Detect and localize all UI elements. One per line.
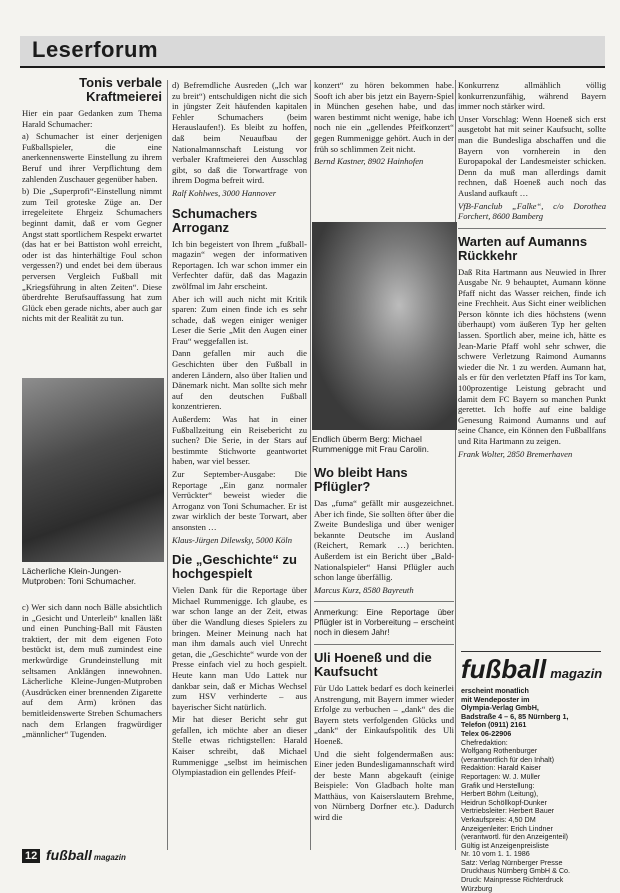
article-heading: Tonis verbale Kraftmeierei [79, 75, 162, 104]
impressum-line: Anzeigenleiter: Erich Lindner [461, 823, 553, 833]
letter-signature: Ralf Kohlwes, 3000 Hannover [172, 187, 277, 198]
letter-signature: Klaus-Jürgen Dilewsky, 5000 Köln [172, 534, 292, 545]
impressum-line: Satz: Verlag Nürnberger Presse [461, 857, 563, 867]
article-paragraph: Aber ich will auch nicht mit Kritik sparen: Zum einen finde ich es sehr schade, daß wegen einiger weniger Leser die Serie „Mit den Augen einer Frau“ weggefallen ist. [172, 293, 307, 346]
article-heading: Warten auf Aumanns Rückkehr [458, 233, 588, 263]
impressum-line: Chefredaktion: [461, 737, 508, 747]
impressum-line: Telex 06-22906 [461, 728, 512, 738]
footer-brand-text: fußball [46, 847, 92, 863]
photo-michael-rummenigge [312, 222, 457, 430]
article-paragraph: Für Udo Lattek bedarf es doch keinerlei Anstrengung, mit Bayern immer wieder Erfolge zu verbuchen – „dank“ des die Bayern stets verfolgenden Glücks und „dank“ der Einkaufspolitik des Uli Hoeneß. [314, 682, 454, 746]
page-footer [22, 847, 126, 865]
column-2 [172, 80, 307, 780]
article-paragraph: Unser Vorschlag: Wenn Hoeneß sich erst ausgetobt hat mit seiner Kaufsucht, sollte man die Bundesliga abschaffen und die Bayern von vornherein in den Europapokal der Landesmeister schicken. Denn da muß man allerdings damit rechnen, daß Hoeneß auch noch das Ausland aufkauft … [458, 113, 606, 198]
photo-caption: Endlich überm Berg: Michael Rummenigge mit Frau Carolin. [312, 434, 430, 455]
article-paragraph: Mir hat dieser Bericht sehr gut gefallen, ich möchte aber an dieser Stelle etwas richtigstellen: Harald Kaiser schreibt, daß Michael Rummenigge „selbst im heimischen Olympiastadion ein gellendes Pfeif- [172, 714, 307, 778]
column-4 [458, 80, 606, 461]
impressum-line: Heidrun Schöllkopf-Dunker [461, 797, 547, 807]
column-3 [314, 80, 454, 169]
article-paragraph: Hier ein paar Gedanken zum Thema Harald Schumacher: [22, 108, 162, 129]
article-paragraph: Vielen Dank für die Reportage über Michael Rummenigge. Ich glaube, es war schon lange an der Zeit, etwas über die Wandlung dieses Spielers zu bringen. Meiner Meinung nach hat man ihm damals auch viel Unrecht getan, die „Geschichte“ wurde von der Presse einfach viel zu hoch gespielt. Heute kann man Udo Lattek nur dankbar sein, daß er Michas Wechsel zum HSV verhinderte – aus bayerischer Sicht natürlich. [172, 585, 307, 712]
section-title: Leserforum [32, 37, 159, 62]
impressum-line: erscheint monatlich [461, 686, 529, 695]
impressum-line: Vertriebsleiter: Herbert Bauer [461, 806, 555, 816]
article-heading: Uli Hoeneß und die Kaufsucht [314, 649, 432, 679]
article-heading: Schumachers Arroganz [172, 205, 258, 235]
impressum-box [461, 651, 601, 893]
impressum-line: Redaktion: Harald Kaiser [461, 763, 541, 773]
column-1 [22, 76, 162, 326]
impressum-line: Grafik und Herstellung: [461, 780, 535, 790]
impressum-line: Badstraße 4 – 6, 85 Nürnberg 1, [461, 711, 569, 721]
impressum-line: Verkaufspreis: 4,50 DM [461, 814, 536, 824]
letter-signature: VfB-Fanclub „Falke“, c/o Dorothea Forchert, 8600 Bamberg [458, 200, 606, 222]
impressum-line: Reportagen: W. J. Müller [461, 771, 541, 781]
article-heading: Wo bleibt Hans Pflügler? [314, 465, 408, 494]
footer-brand-subtext: magazin [93, 853, 126, 862]
page-number: 12 [22, 849, 40, 863]
article-heading: Die „Geschichte“ zu hochgespielt [172, 552, 297, 582]
column-divider [167, 80, 168, 850]
article-paragraph: Das „fuma“ gefällt mir ausgezeichnet. Aber ich finde, Sie sollten öfter über die Zweite Bundesliga und über weniger bekannte Deutsche im Ausland (Reichert, Remark …) berichten. Außerdem ist ein Bericht über „Bald-Nationalspieler“ Hansi Pflügler auch schon lange überfällig. [314, 498, 454, 583]
column-3-continued [314, 466, 454, 825]
article-paragraph: konzert“ zu hören bekommen habe. Sooft ich aber bis jetzt ein Bayern-Spiel in München gesehen habe, und das waren bestimmt nicht wenige, habe ich noch nie ein „gellendes Pfeifkonzert“ gegen Rummenigge gehört. Auch in der früh so schlimmen Zeit nicht. [314, 80, 454, 154]
impressum-line: Wolfgang Rothenburger [461, 746, 538, 756]
article-paragraph: c) Wer sich dann noch Bälle absichtlich in „Gesicht und Unterleib“ knallen läßt und einen Punching-Ball mit Fäusten traktiert, der mit dem eigenen Foto bestückt ist, dem muß zumindest eine merkwürdige Grundeinstellung mit seltsamen Anklängen innewohnen. Lächerliche Kleine-Jungen-Mutproben (Ausdrücken einer brennenden Zigarette auf dem Arm) krönen das bemitleidenswerte Streben Schumachers nach dem Erlangen fragwürdiger „männlicher“ Tugenden. [22, 602, 162, 740]
impressum-line: Nr. 10 vom 1. 1. 1986 [461, 849, 530, 859]
article-paragraph: Zur September-Ausgabe: Die Reportage „Ein ganz normaler Verrückter“ beweist wieder die Arroganz von Toni Schumacher. Er ist zwar wirklich der beste Torwart, aber ansonsten … [172, 469, 307, 532]
logo-subtext: magazin [550, 666, 603, 681]
letter-signature: Marcus Kurz, 8580 Bayreuth [314, 584, 414, 595]
photo-caption: Lächerliche Klein-Jungen-Mutproben: Toni Schumacher. [22, 566, 137, 587]
impressum-line: mit Wendeposter im [461, 694, 530, 704]
article-paragraph: Daß Rita Hartmann aus Neuwied in Ihrer Ausgabe Nr. 9 behauptet, Aumann könne Pfaff nicht das Wasser reichen, finde ich eine Frechheit. Aus Sicht einer weiblichen Person könnte ich dies höchstens (wenn überhaupt) vom äußeren Typ her gelten lassen. Sportlich aber, meine ich, hätte es Jean-Marie Pfaff wohl sehr schwer, die schwere Verletzung Raimond Aumanns wieder die Nr. 1 zu werden. Aumann hat, als er für den verletzten Pfaff ins Tor kam, 100prozentige Leistung gebracht und damit dem FC Bayern so manchen Punkt gerettet. Ich hoffe auf eine baldige Genesung Raimond Aumanns und auf seine Chance, ein Können den Fußballfans und Rita Hartmann zu zeigen. [458, 266, 606, 447]
impressum-line: Herbert Böhm (Leitung), [461, 789, 539, 799]
impressum-line: Würzburg [461, 883, 493, 893]
article-paragraph: a) Schumacher ist einer derjenigen Fußballspieler, die eine anerkennenswerte Einstellung zu ihrem Beruf und ihrer Verpflichtung dem zahlenden Zuschauer gegenüber haben. [22, 131, 162, 184]
article-paragraph: b) Die „Superprofi“-Einstellung nimmt zum Teil groteske Züge an. Der irregeleitete Ehrgeiz Schumachers beginnt damit, daß er vom Gegner Angst statt sportlichem Respekt erwartet (das hat er bei Battiston wohl erreicht, oder ist das hinterhältige Foul schon vergessen?) und endet bei dem überaus perversen Vergleich Fußball mit „Kriegsführung in alten Zeiten“. Diese überdrehte Berufsauffassung hat zum Glück eben gerade nichts, aber auch gar nichts mit der Realität zu tun. [22, 186, 162, 324]
article-paragraph: Dann gefallen mir auch die Geschichten über den Fußball in anderen Ländern, also über Italien und Dänemark nicht. Man sollte sich mehr auf den deutschen Fußball konzentrieren. [172, 348, 307, 412]
article-paragraph: Konkurrenz allmählich völlig konkurrenzunfähig, während Bayern immer noch stärker wird. [458, 80, 606, 112]
impressum-line: Gültig ist Anzeigenpreisliste [461, 840, 549, 850]
impressum-line: (verantwortl. für den Anzeigenteil) [461, 832, 569, 842]
impressum-lines [461, 687, 601, 893]
article-paragraph: Außerdem: Was hat in einer Fußballzeitung ein Reisebericht zu suchen? Die Serie, in der Stars auf bestimmte Stichworte geantwortet haben, war viel besser. [172, 414, 307, 467]
column-divider [310, 80, 311, 850]
divider [314, 601, 454, 602]
divider [314, 644, 454, 645]
impressum-line: Telefon (0911) 2161 [461, 720, 527, 730]
divider [458, 228, 606, 229]
logo-text: fußball [461, 654, 547, 684]
letter-signature: Frank Wolter, 2850 Bremerhaven [458, 448, 573, 459]
column-divider [455, 80, 456, 850]
footer-brand [46, 847, 126, 863]
column-1-continued [22, 602, 162, 742]
impressum-line: Druck: Mainpresse Richterdruck [461, 875, 564, 885]
letter-signature: Bernd Kastner, 8902 Hainhofen [314, 156, 424, 167]
article-paragraph: Und die sieht folgendermaßen aus: Einer jeden Bundesligamannschaft wird der beste Mann abgekauft (einige Beispiele: Von Gladbach holte man Matthäus, von Kaiserslautern Brehme, von Nürnberg Dorfner etc.). Dadurch wird die [314, 748, 454, 823]
magazine-logo [461, 656, 601, 687]
impressum-line: Druckhaus Nürnberg GmbH & Co. [461, 866, 571, 876]
article-paragraph: Ich bin begeistert von Ihrem „fußball-magazin“ wegen der informativen Reportagen. Ich war schon immer ein Verfechter dafür, daß das Magazin zwölfmal im Jahr erscheint. [172, 238, 307, 291]
editor-note: Anmerkung: Eine Reportage über Pflügler ist in Vorbereitung – erscheint noch in diesem Jahr! [314, 608, 454, 638]
impressum-line: (verantwortlich für den Inhalt) [461, 754, 555, 764]
impressum-line: Olympia-Verlag GmbH, [461, 703, 539, 713]
article-paragraph: d) Befremdliche Ausreden („Ich war zu breit“) entschuldigen nicht die sich in jüngster Zeit häufenden kapitalen Fehler Schumachers (beim Herauslaufen!). Es bleibt zu hoffen, daß beim Neuaufbau der Nationalmannschaft Leistung vor verbaler Kraftmeierei den Ausschlag gibt, so daß die Torwartfrage von ihrem Dogma befreit wird. [172, 80, 307, 186]
photo-toni-schumacher [22, 378, 164, 562]
section-header-bar [20, 36, 605, 68]
